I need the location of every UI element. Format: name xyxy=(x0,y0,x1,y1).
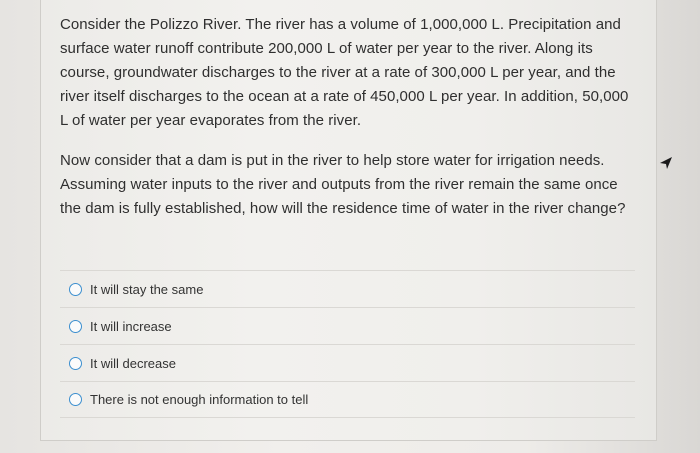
question-text xyxy=(60,13,640,237)
question-card xyxy=(40,0,657,441)
question-paragraph-2: Now consider that a dam is put in the river to help store water for irrigation needs. Assuming water inputs to the river and outputs from the river remain the same once the dam is fully established, how will the residence time of water in the river change? xyxy=(60,152,626,217)
mouse-pointer-icon xyxy=(659,155,673,171)
answer-option-label: It will stay the same xyxy=(90,281,204,297)
answer-option-label: It will increase xyxy=(90,318,172,334)
answer-option-label: There is not enough information to tell xyxy=(90,392,309,407)
answer-option-not-enough-info[interactable] xyxy=(60,381,635,418)
answer-option-label: It will decrease xyxy=(90,355,176,371)
answer-option-increase[interactable] xyxy=(60,307,635,344)
radio-button-icon[interactable] xyxy=(69,320,82,333)
question-paragraph-1: Consider the Polizzo River. The river has a volume of 1,000,000 L. Precipitation and surface water runoff contribute 200,000 L of water per year to the river. Along its course, groundwater discharges to the river at a rate of 300,000 L per year, and the river itself discharges to the ocean at a rate of 450,000 L per year. In addition, 50,000 L of water per year evaporates from the river. xyxy=(60,16,629,129)
answer-option-decrease[interactable] xyxy=(60,344,635,381)
radio-button-icon[interactable] xyxy=(69,393,82,406)
radio-button-icon[interactable] xyxy=(69,357,82,370)
answer-options xyxy=(60,270,635,418)
radio-button-icon[interactable] xyxy=(69,283,82,296)
answer-option-stay-same[interactable] xyxy=(60,270,635,307)
